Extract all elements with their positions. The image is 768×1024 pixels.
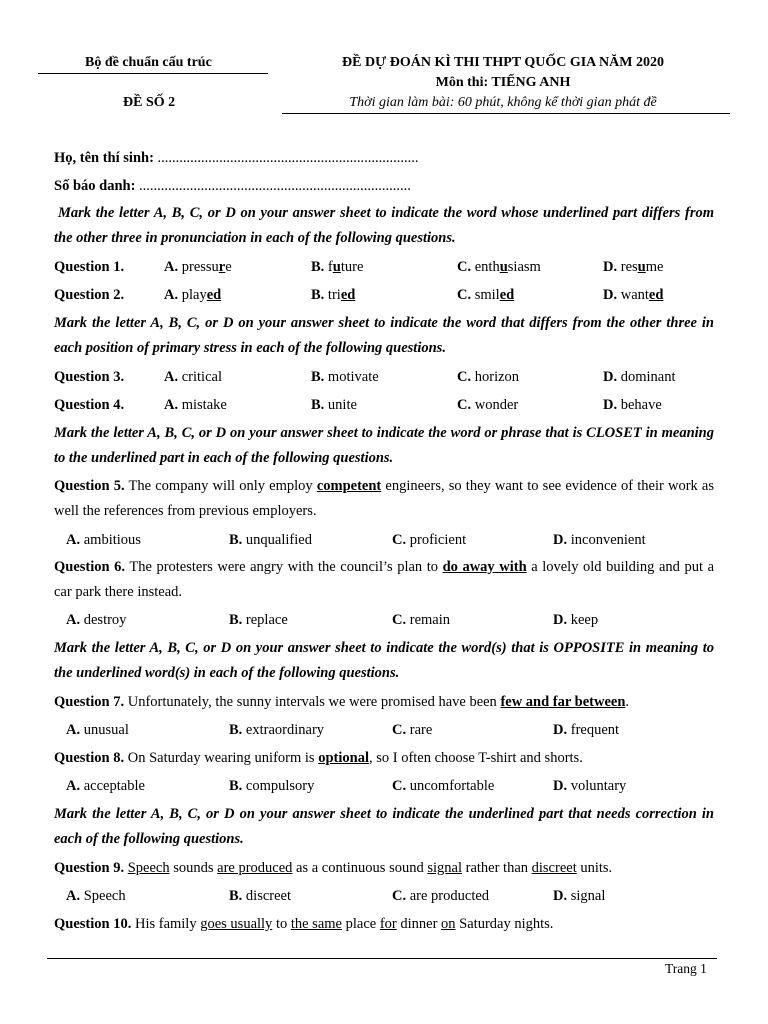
option-d: D. behave (603, 397, 662, 413)
header-right-divider (282, 113, 730, 114)
page-number: Trang 1 (665, 961, 707, 976)
question-9-stem: Question 9. Speech sounds are produced as a continuous sound signal rather than discreet units. (54, 860, 613, 876)
instruction-pronunciation: Mark the letter A, B, C, or D on your answer sheet to indicate the word whose underlined part differs from the other three in pronunciation in each of the following questions. (54, 205, 714, 246)
candidate-name-label: Họ, tên thí sinh: (54, 150, 154, 166)
option-c: C. remain (392, 612, 450, 628)
option-a: A. Speech (66, 888, 126, 904)
option-d: D. keep (553, 612, 599, 628)
exam-subject: Môn thi: TIẾNG ANH (435, 75, 571, 90)
instruction-opposite: Mark the letter A, B, C, or D on your answer sheet to indicate the word(s) that is OPPOSITE in meaning to the underlined word(s) in each of the following questions. (54, 640, 714, 681)
question-8-stem: Question 8. On Saturday wearing uniform is optional, so I often choose T-shirt and shorts. (54, 750, 583, 766)
instruction-stress: Mark the letter A, B, C, or D on your answer sheet to indicate the word that differs from the other three in each position of primary stress in each of the following questions. (54, 315, 714, 356)
question-2 (54, 285, 714, 305)
instruction-correction: Mark the letter A, B, C, or D on your answer sheet to indicate the underlined part that needs correction in each of the following questions. (54, 806, 714, 847)
question-1 (54, 257, 714, 277)
question-label: Question 2. (54, 287, 125, 303)
option-b: B. future (311, 259, 364, 275)
question-9-options (54, 886, 714, 906)
question-7-stem: Question 7. Unfortunately, the sunny intervals we were promised have been few and far between. (54, 694, 630, 710)
option-a: A. acceptable (66, 778, 145, 794)
question-label: Question 4. (54, 397, 125, 413)
option-c: C. uncomfortable (392, 778, 495, 794)
option-d: D. inconvenient (553, 532, 646, 548)
option-c: C. rare (392, 722, 433, 738)
question-6-stem: Question 6. The protesters were angry with the council’s plan to do away with a lovely old building and put a car park there instead. (54, 559, 715, 600)
option-c: C. enthusiasm (457, 259, 541, 275)
option-b: B. compulsory (229, 778, 315, 794)
option-c: C. smiled (457, 287, 515, 303)
option-c: C. are producted (392, 888, 490, 904)
option-a: A. ambitious (66, 532, 141, 548)
instruction-closest: Mark the letter A, B, C, or D on your answer sheet to indicate the word or phrase that is CLOSET in meaning to the underlined part in each of the following questions. (54, 425, 714, 466)
option-a: A. destroy (66, 612, 127, 628)
option-b: B. unqualified (229, 532, 312, 548)
option-b: B. unite (311, 397, 357, 413)
question-7-options (54, 720, 714, 740)
option-d: D. frequent (553, 722, 620, 738)
option-a: A. unusual (66, 722, 129, 738)
candidate-name-dots: ........................................................................ (157, 150, 419, 166)
option-d: D. dominant (603, 369, 676, 385)
candidate-name-row (54, 148, 714, 168)
candidate-id-row (54, 176, 714, 196)
option-a: A. critical (164, 369, 222, 385)
footer-divider (47, 958, 717, 959)
option-d: D. resume (603, 259, 664, 275)
option-b: B. replace (229, 612, 288, 628)
option-b: B. discreet (229, 888, 292, 904)
candidate-id-label: Số báo danh: (54, 178, 136, 194)
option-b: B. motivate (311, 369, 379, 385)
question-8-options (54, 776, 714, 796)
question-4 (54, 395, 714, 415)
option-c: C. proficient (392, 532, 467, 548)
option-b: B. extraordinary (229, 722, 325, 738)
option-a: A. mistake (164, 397, 227, 413)
question-5-stem: Question 5. The company will only employ competent engineers, so they want to see evidence of their work as well the references from previous employers. (54, 478, 715, 519)
question-5-options (54, 530, 714, 550)
option-b: B. tried (311, 287, 356, 303)
header-left-top: Bộ đề chuẩn cấu trúc (85, 55, 212, 70)
header-left-divider (38, 73, 268, 74)
option-a: A. pressure (164, 259, 232, 275)
candidate-id-dots: ........................................................................... (139, 178, 411, 194)
question-10-stem: Question 10. His family goes usually to the same place for dinner on Saturday nights. (54, 916, 554, 932)
question-label: Question 1. (54, 259, 125, 275)
exam-number: ĐỀ SỐ 2 (123, 95, 176, 110)
option-d: D. wanted (603, 287, 664, 303)
exam-title: ĐỀ DỰ ĐOÁN KÌ THI THPT QUỐC GIA NĂM 2020 (342, 55, 664, 70)
question-6-options (54, 610, 714, 630)
option-c: C. horizon (457, 369, 520, 385)
question-3 (54, 367, 714, 387)
option-c: C. wonder (457, 397, 519, 413)
exam-time: Thời gian làm bài: 60 phút, không kể thời gian phát đề (349, 95, 657, 110)
option-a: A. played (164, 287, 222, 303)
option-d: D. voluntary (553, 778, 627, 794)
option-d: D. signal (553, 888, 606, 904)
question-label: Question 3. (54, 369, 125, 385)
